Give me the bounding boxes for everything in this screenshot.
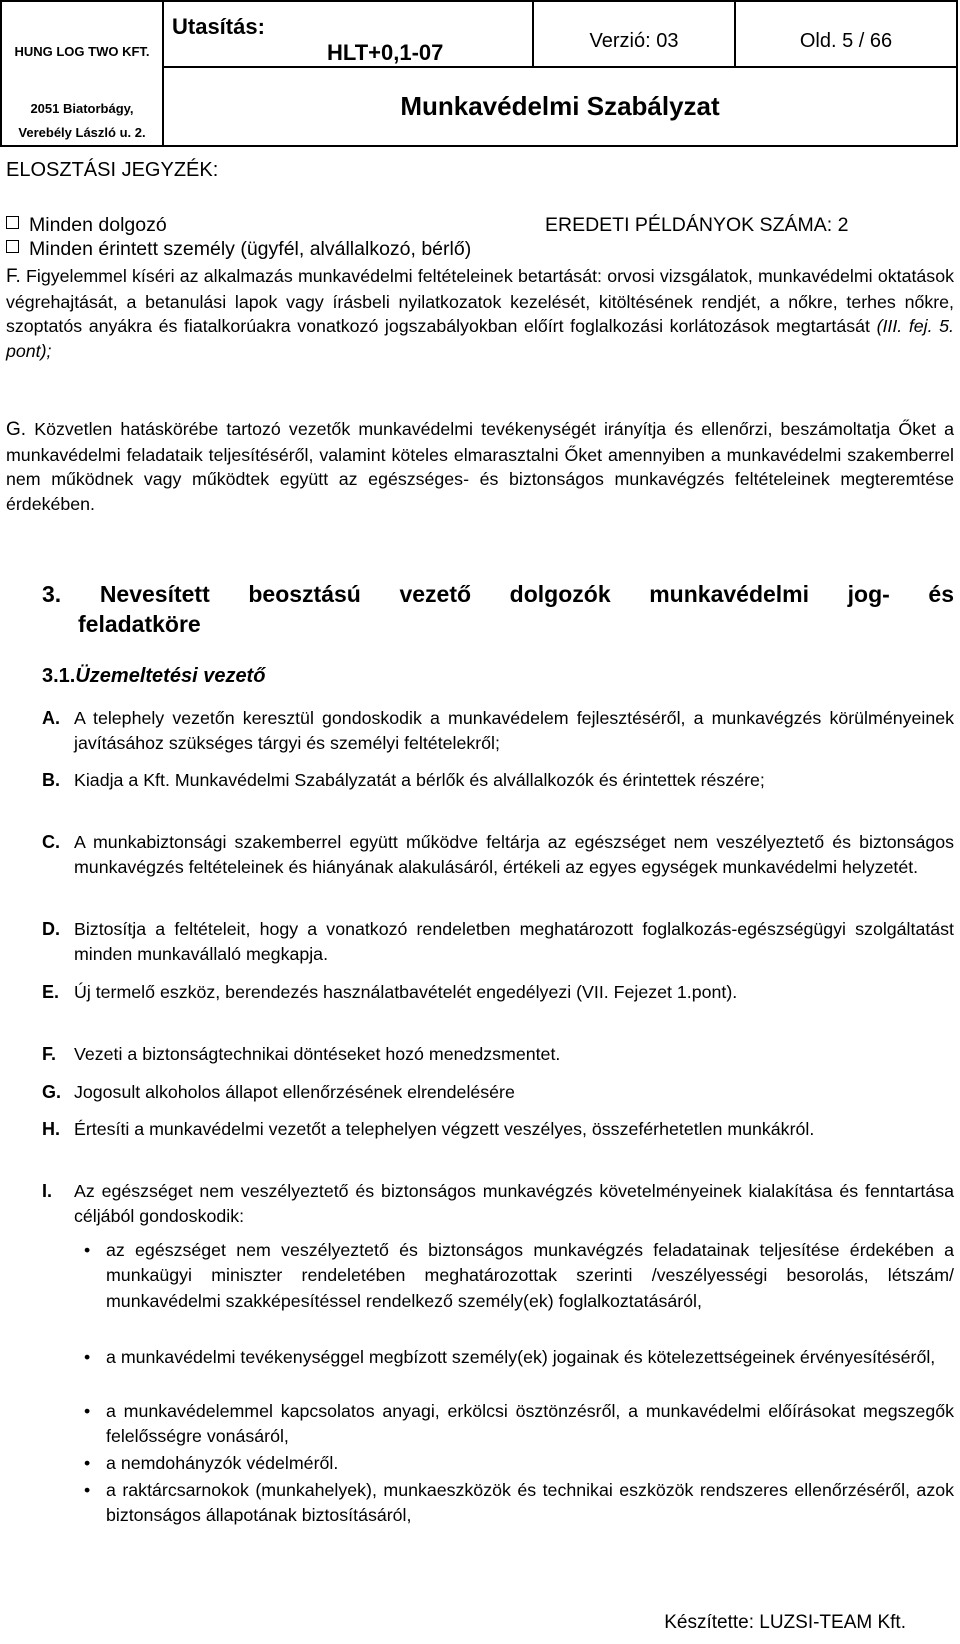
page-number: Old. 5 / 66: [799, 30, 893, 52]
list-item: E. Új termelő eszköz, berendezés használatbavételét engedélyezi (VII. Fejezet 1.pont).: [42, 982, 738, 1002]
instruction-label-cell: [163, 1, 327, 67]
distribution-item: Minden dolgozó: [6, 213, 167, 237]
list-item: I. Az egészséget nem veszélyeztető és biztonságos munkavégzés követelményeinek kialakítása és fenntartása céljából gondoskodik:: [42, 1181, 954, 1227]
list-item: G. Jogosult alkoholos állapot ellenőrzésének elrendelésére: [42, 1082, 515, 1102]
list-item: H. Értesíti a munkavédelmi vezetőt a telephelyen végzett veszélyes, összeférhetetlen munkákról.: [42, 1119, 815, 1139]
original-copies-count: EREDETI PÉLDÁNYOK SZÁMA: 2: [545, 214, 849, 236]
list-item: F. Vezeti a biztonságtechnikai döntéseket hozó menedzsmentet.: [42, 1044, 561, 1064]
bullet-item: • az egészséget nem veszélyeztető és biztonságos munkavégzés feladatainak teljesítése érdekében a munkaügyi miniszter rendeletében meghatározottak szerinti /veszélyességi besorolás, létszám/ munkavédelmi szakképesítéssel rendelkező személy(ek) foglalkoztatásáról,: [84, 1240, 954, 1311]
subsection-heading: 3.1.Üzemeltetési vezető: [42, 665, 266, 687]
doc-code: HLT+0,1-07: [327, 40, 444, 65]
checkbox-icon: [6, 240, 19, 253]
bullet-icon: •: [84, 1401, 91, 1421]
list-item: C. A munkabiztonsági szakemberrel együtt működve feltárja az egészséget nem veszélyeztető és biztonságos munkavégzés feltételeinek és hiányának alakulásáról, értékeli az egyes egységek munkavédelmi helyzetét.: [42, 832, 954, 878]
paragraph-text: Közvetlen hatáskörébe tartozó vezetők munkavédelmi tevékenységét irányítja és ellenőrzi, beszámoltatja Őket a munkavédelmi feladataik teljesítéséről, valamint köteles elmarasztalni Őket amennyiben a munkavédelmi szakemberrel nem működnek vagy működtek együtt az egészséges- és biztonságos munkavégzés feltételeinek megteremtése érdekében.: [6, 419, 954, 515]
bullet-icon: •: [84, 1480, 91, 1500]
list-item: B. Kiadja a Kft. Munkavédelmi Szabályzatát a bérlők és alvállalkozók és érintettek részére;: [42, 770, 765, 790]
distribution-label: ELOSZTÁSI JEGYZÉK:: [6, 159, 219, 181]
bullet-item: • a munkavédelmi tevékenységgel megbízott személy(ek) jogainak és kötelezettségeinek érvényesítéséről,: [84, 1345, 954, 1370]
list-item: A. A telephely vezetőn keresztül gondoskodik a munkavédelem fejlesztéséről, a munkavégzés körülményeinek javításához szükséges tárgyi és személyi feltételekről;: [42, 708, 954, 754]
document-header: [0, 0, 958, 147]
bullet-item: • a munkavédelemmel kapcsolatos anyagi, erkölcsi ösztönzésről, a munkavédelmi előírásokat megszegők felelősségre vonásáról,: [84, 1401, 954, 1447]
section-heading-continued: feladatköre: [78, 611, 201, 637]
company-block: [1, 1, 163, 146]
company-street: Verebély László u. 2.: [18, 125, 146, 140]
bullet-icon: •: [84, 1240, 91, 1260]
instruction-label: Utasítás:: [172, 14, 265, 39]
doc-code-cell: [327, 1, 533, 67]
list-item: D. Biztosítja a feltételeit, hogy a vonatkozó rendeletben meghatározott foglalkozás-egészségügyi szolgáltatást minden munkavállaló megkapja.: [42, 919, 954, 965]
checkbox-icon: [6, 216, 19, 229]
company-address: [2, 97, 162, 145]
bullet-icon: •: [84, 1347, 91, 1367]
bullet-icon: •: [84, 1453, 91, 1473]
company-name: HUNG LOG TWO KFT.: [14, 44, 150, 59]
paragraph-g: [6, 417, 954, 517]
distribution-item: Minden érintett személy (ügyfél, alvállalkozó, bérlő): [6, 237, 471, 261]
paragraph-reference: (III. fej. 5. pont);: [6, 316, 954, 362]
page-cell: [735, 1, 957, 67]
bullet-item: • a raktárcsarnokok (munkahelyek), munkaeszközök és technikai eszközök rendszeres ellenőrzéséről, azok biztonságos állapotának biztosításáról,: [84, 1480, 954, 1526]
document-title: Munkavédelmi Szabályzat: [163, 67, 957, 146]
footer-author: Készítette: LUZSI-TEAM Kft.: [664, 1612, 906, 1633]
company-city: 2051 Biatorbágy,: [30, 101, 134, 116]
paragraph-f: [6, 264, 954, 364]
section-heading: 3. Nevesített beosztású vezető dolgozók munkavédelmi jog- és: [42, 581, 954, 607]
version-cell: [533, 1, 735, 67]
version: Verzió: 03: [589, 30, 679, 52]
paragraph-text: Figyelemmel kíséri az alkalmazás munkavédelmi feltételeinek betartását: orvosi vizsgálatok, munkavédelmi oktatások végrehajtását, a betanulási lapok vagy írásbeli nyilatkozatok kezelését, kitöltésének rendjét, a nőkre, terhes nőkre, szoptatós anyákra és fiatalkorúakra vonatkozó jogszabályokban előírt foglalkozási korlátozások megtartását: [6, 266, 954, 337]
paragraph-label: F.: [6, 266, 21, 287]
bullet-item: • a nemdohányzók védelméről.: [84, 1451, 954, 1476]
paragraph-label: G.: [6, 419, 27, 440]
